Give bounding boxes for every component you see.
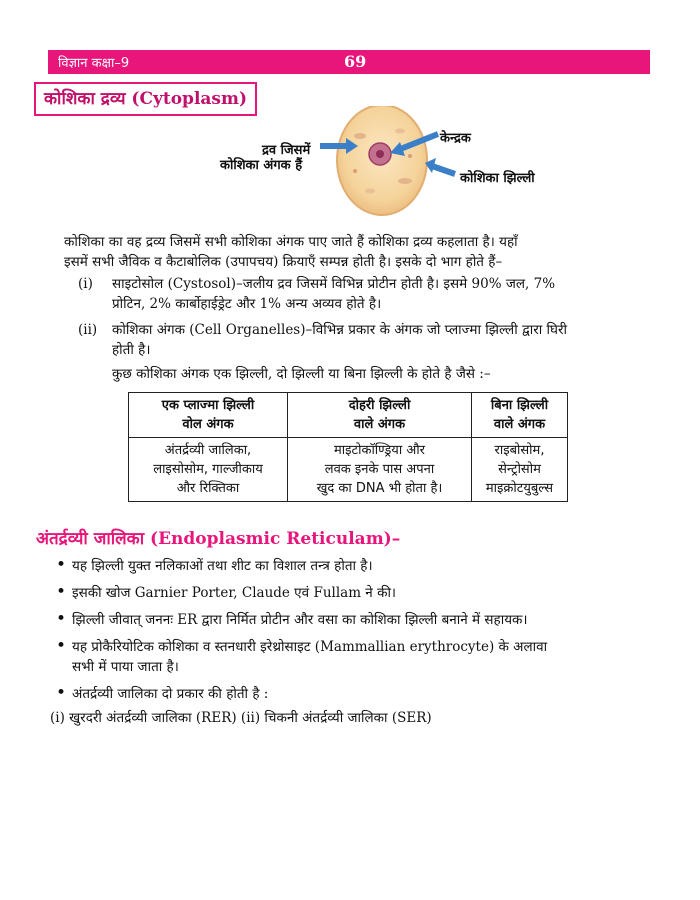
intro-line: कोशिका का वह द्रव्य जिसमें सभी कोशिका अंगक पाए जाते हैं कोशिका द्रव्य कहलाता है। यहाँ (64, 234, 518, 250)
arrow-membrane (432, 166, 455, 174)
header-line: बिना झिल्ली (490, 398, 549, 413)
header-line: वाले अंगक (353, 417, 406, 432)
table-header (288, 393, 472, 438)
bullet-line: झिल्ली जीवात् जननः ER द्वारा निर्मित प्रोटीन और वसा का कोशिका झिल्ली बनाने में सहायक। (72, 612, 528, 628)
table-row (129, 438, 568, 502)
header-subject: विज्ञान कक्षा–9 (58, 56, 130, 71)
point-line: साइटोसोल (Cystosol)–जलीय द्रव जिसमें विभिन्न प्रोटीन होती है। इसमे 90% जल, 7% (112, 276, 556, 292)
bullet-item (72, 610, 662, 630)
page-header-bar (48, 50, 650, 74)
cell-line: माइटोकॉण्ड्रिया और (334, 443, 425, 458)
cell-line: राइबोसोम, (494, 443, 545, 458)
bullet-item (72, 556, 662, 576)
organelle (395, 129, 405, 134)
point-marker-i: (i) (78, 276, 93, 292)
section-title-er: अंतर्द्रव्यी जालिका (Endoplasmic Reticulam)– (36, 529, 401, 549)
label-nucleus: केन्द्रक (440, 131, 471, 146)
cell-line: माइक्रोटयुबुल्स (485, 481, 554, 496)
bullet-item (50, 684, 662, 728)
page-number: 69 (344, 52, 367, 71)
cell-line: लाइसोसोम, गाल्जीकाय (153, 462, 263, 477)
point-marker-ii: (ii) (78, 322, 98, 338)
table-header-row (129, 393, 568, 438)
bullet-line: • यह प्रोकैरियोटिक कोशिका व स्तनधारी इरेथ्रोसाइट (Mammallian erythrocyte) के अलावा (72, 639, 548, 655)
nucleolus (376, 150, 384, 158)
point-line: प्रोटिन, 2% कार्बोहाईड्रेट और 1% अन्य अव्यव होते है। (112, 296, 382, 312)
header-line: एक प्लाज्मा झिल्ली (161, 398, 255, 413)
bullet-item (72, 637, 662, 677)
table-header (129, 393, 288, 438)
organelle (398, 178, 412, 184)
point-organelles (112, 320, 662, 384)
point-line: कुछ कोशिका अंगक एक झिल्ली, दो झिल्ली या बिना झिल्ली के होते है जैसे :– (112, 366, 491, 382)
table-cell (472, 438, 568, 502)
label-fluid-1: द्रव जिसमें (262, 143, 311, 158)
header-line: वाले अंगक (493, 417, 546, 432)
bullet-line: • अंतर्द्रव्यी जालिका दो प्रकार की होती है : (72, 686, 269, 702)
table-cell (129, 438, 288, 502)
bullet-line: यह झिल्ली युक्त नलिकाओं तथा शीट का विशाल तन्त्र होता है। (72, 558, 373, 574)
label-fluid-2: कोशिका अंगक हैं (220, 158, 303, 173)
table-cell (288, 438, 472, 502)
point-line: कोशिका अंगक (Cell Organelles)–विभिन्न प्रकार के अंगक जो प्लाज्मा झिल्ली द्वारा घिरी (112, 322, 568, 338)
organelle (353, 169, 357, 173)
organelle (365, 189, 375, 194)
organelle (354, 133, 366, 139)
cell-line: खुद का DNA भी होता है। (316, 481, 443, 496)
bullet-line: इसकी खोज Garnier Porter, Claude एवं Fullam ने की। (72, 585, 397, 601)
organelle-table (128, 392, 568, 502)
section-title-cytoplasm: कोशिका द्रव्य (Cytoplasm) (34, 82, 257, 116)
header-line: दोहरी झिल्ली (348, 398, 411, 413)
point-line: होती है। (112, 342, 151, 358)
bullet-line: सभी में पाया जाता है। (72, 659, 179, 675)
cell-line: सेन्ट्रोसोम (498, 462, 541, 477)
intro-line: इसमें सभी जैविक व कैटाबोलिक (उपापचय) क्रियाएँ सम्पन्न होती है। इसके दो भाग होते हैं– (64, 254, 503, 270)
label-membrane: कोशिका झिल्ली (460, 171, 535, 186)
cell-line: और रिक्तिका (176, 481, 240, 496)
intro-paragraph (64, 232, 664, 272)
organelle (408, 154, 412, 158)
cell-line: अंतर्द्रव्यी जालिका, (164, 443, 252, 458)
cell-line: लवक इनके पास अपना (324, 462, 435, 477)
bullet-line: (i) खुरदरी अंतर्द्रव्यी जालिका (RER) (ii) चिकनी अंतर्द्रव्यी जालिका (SER) (50, 710, 432, 726)
header-line: वोल अंगक (182, 417, 234, 432)
bullet-item (72, 583, 662, 603)
table-header (472, 393, 568, 438)
point-cytosol (112, 274, 662, 314)
